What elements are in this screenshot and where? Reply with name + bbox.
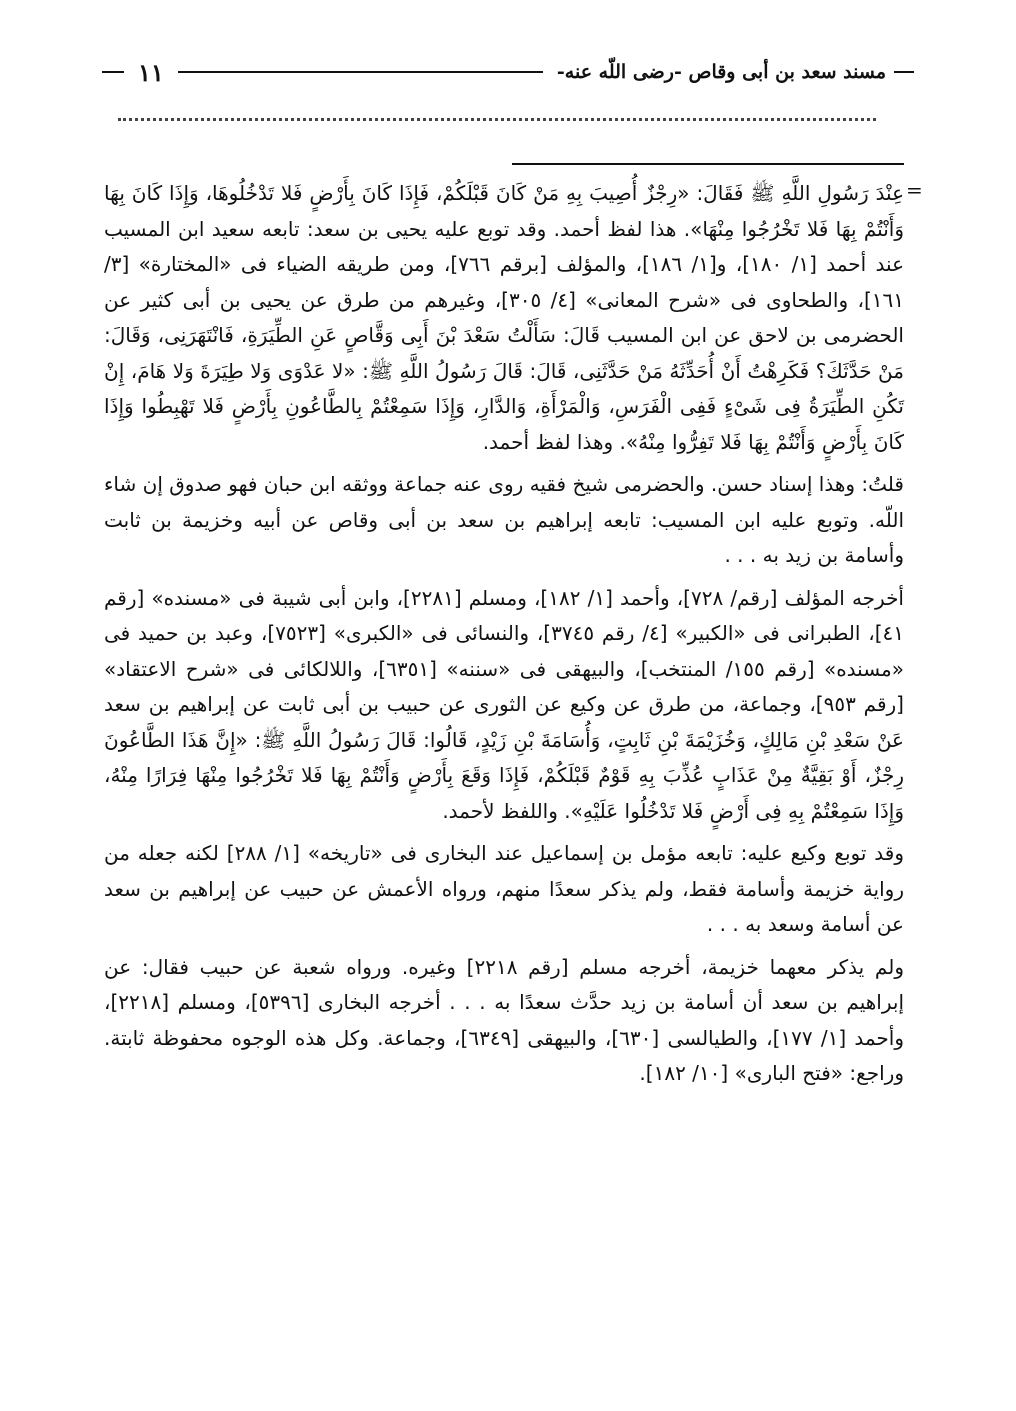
continuation-mark: = (906, 178, 923, 202)
paragraph: أخرجه المؤلف [رقم/ ٧٢٨]، وأحمد [١/ ١٨٢]، ومسلم [٢٢٨١]، وابن أبى شيبة فى «مسنده» [رقم ٤١]، الطبرانى فى «الكبير» [٤/ رقم ٣٧٤٥]، والنسائى فى «الكبرى» [٧٥٢٣]، وعبد بن حميد فى «مسنده» [رقم ١٥٥/ المنتخب]، والبيهقى فى «سننه» [٦٣٥١]، واللالكائى فى «شرح الاعتقاد» [رقم ٩٥٣]، وجماعة، من طرق عن وكيع عن الثورى عن حبيب بن أبى ثابت عن إبراهيم بن سعد عَنْ سَعْدِ بْنِ مَالِكٍ، وَخُزَيْمَةَ بْنِ ثَابِتٍ، وَأُسَامَةَ بْنِ زَيْدٍ، قَالُوا: قَالَ رَسُولُ اللَّهِ ﷺ: «إِنَّ هَذَا الطَّاعُونَ رِجْزٌ، أَوْ بَقِيَّةٌ مِنْ عَذَابٍ عُذِّبَ بِهِ قَوْمٌ قَبْلَكُمْ، فَإِذَا وَقَعَ بِأَرْضٍ وَأَنْتُمْ بِهَا فَلا تَخْرُجُوا مِنْهَا فِرَارًا مِنْهُ، وَإِذَا سَمِعْتُمْ بِهِ فِى أَرْضٍ فَلا تَدْخُلُوا عَلَيْهِ». واللفظ لأحمد. (104, 585, 905, 823)
footnote-rule (512, 163, 904, 165)
running-header (102, 52, 914, 92)
header-dash (102, 71, 124, 73)
footnote-text (104, 176, 904, 1099)
header-title: مسند سعد بن أبى وقاص -رضى اللّه عنه- (556, 61, 886, 83)
paragraph: عِنْدَ رَسُولِ اللَّهِ ﷺ فَقَالَ: «رِجْزٌ أُصِيبَ بِهِ مَنْ كَانَ قَبْلَكُمْ، فَإِذَا كَانَ بِأَرْضٍ فَلا تَدْخُلُوهَا، وَإِذَا كَانَ بِهَا وَأَنْتُمْ بِهَا فَلا تَخْرُجُوا مِنْهَا». هذا لفظ أحمد. وقد توبع عليه يحيى بن سعد: تابعه سعيد ابن المسيب عند أحمد [١/ ١٨٠]، و[١/ ١٨٦]، والمؤلف [برقم ٧٦٦]، ومن طريقه الضياء فى «المختارة» [٣/ ١٦١]، والطحاوى فى «شرح المعانى» [٤/ ٣٠٥]، وغيرهم من طرق عن يحيى بن أبى كثير عن الحضرمى بن لاحق عن ابن المسيب قَالَ: سَأَلْتُ سَعْدَ بْنَ أَبِى وَقَّاصٍ عَنِ الطِّيَرَةِ، فَانْتَهَرَنِى، وَقَالَ: مَنْ حَدَّثَكَ؟ فَكَرِهْتُ أَنْ أُحَدِّثَهُ مَنْ حَدَّثَنِى، قَالَ: قَالَ رَسُولُ اللَّهِ ﷺ: «لا عَدْوَى وَلا طِيَرَةَ وَلا هَامَ، إِنْ تَكُنِ الطِّيَرَةُ فِى شَىْءٍ فَفِى الْفَرَسِ، وَالْمَرْأَةِ، وَالدَّارِ، وَإِذَا سَمِعْتُمْ بِالطَّاعُونِ بِأَرْضٍ فَلا تَهْبِطُوا وَإِذَا كَانَ بِأَرْضٍ وَأَنْتُمْ بِهَا فَلا تَفِرُّوا مِنْهُ». وهذا لفظ أحمد. (104, 181, 905, 454)
header-dash (894, 71, 914, 73)
paragraph: ولم يذكر معهما خزيمة، أخرجه مسلم [رقم ٢٢١٨] وغيره. ورواه شعبة عن حبيب فقال: عن إبراهيم بن سعد أن أسامة بن زيد حدَّث سعدًا به . . . أخرجه البخارى [٥٣٩٦]، ومسلم [٢٢١٨]، وأحمد [١/ ١٧٧]، والطيالسى [٦٣٠]، والبيهقى [٦٣٤٩]، وجماعة. وكل هذه الوجوه محفوظة ثابتة. وراجع: «فتح البارى» [١٠/ ١٨٢]. (104, 954, 904, 1085)
page-number: ١١ (138, 57, 164, 87)
paragraph: وقد توبع وكيع عليه: تابعه مؤمل بن إسماعيل عند البخارى فى «تاريخه» [١/ ٢٨٨] لكنه جعله من رواية خزيمة وأسامة فقط، ولم يذكر سعدًا منهم، ورواه الأعمش عن حبيب عن إبراهيم بن سعد عن أسامة وسعد به . . . (104, 841, 904, 936)
header-rule (178, 71, 543, 73)
dotted-separator (118, 118, 876, 121)
paragraph: قلتُ: وهذا إسناد حسن. والحضرمى شيخ فقيه روى عنه جماعة ووثقه ابن حبان فهو صدوق إن شاء اللّه. وتوبع عليه ابن المسيب: تابعه إبراهيم بن سعد بن أبى وقاص عن أبيه وخزيمة بن ثابت وأسامة بن زيد به . . . (104, 472, 904, 567)
